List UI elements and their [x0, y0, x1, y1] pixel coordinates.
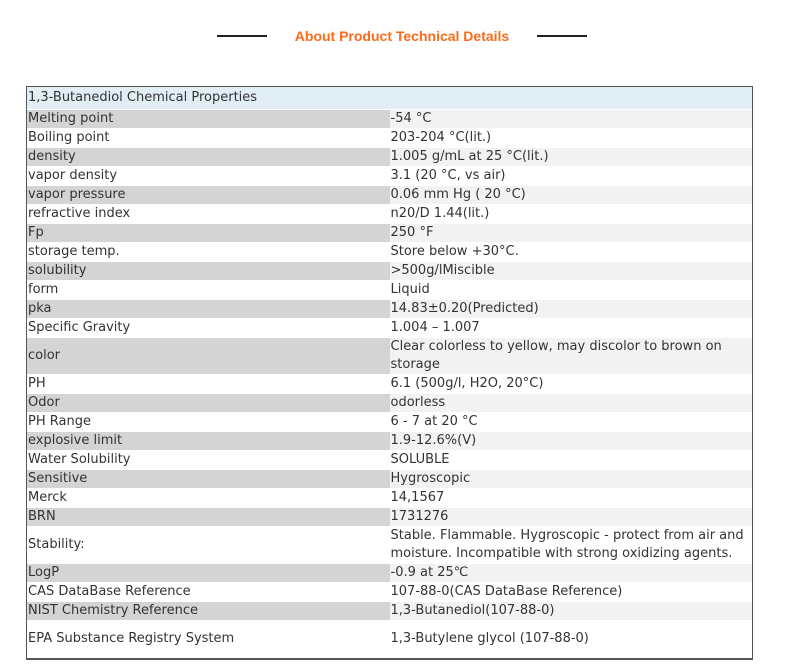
property-value: 1.9-12.6%(V)	[390, 432, 753, 451]
property-value: SOLUBLE	[390, 451, 753, 470]
property-name: vapor density	[27, 167, 390, 186]
property-name: Stability:	[27, 527, 390, 564]
table-row	[27, 375, 752, 394]
property-name: CAS DataBase Reference	[27, 583, 390, 602]
property-value: 0.06 mm Hg ( 20 °C)	[390, 186, 753, 205]
table-row	[27, 338, 752, 375]
table-row	[27, 319, 752, 338]
property-name: form	[27, 281, 390, 300]
table-row	[27, 413, 752, 432]
property-value: Stable. Flammable. Hygroscopic - protect from air and moisture. Incompatible with strong oxidizing agents.	[390, 527, 753, 564]
table-row	[27, 300, 752, 319]
table-caption: 1,3-Butanediol Chemical Properties	[27, 87, 752, 110]
property-value: >500g/lMiscible	[390, 262, 753, 281]
table-row	[27, 281, 752, 300]
property-value: -0.9 at 25℃	[390, 564, 753, 583]
property-value: -54 °C	[390, 110, 753, 129]
table-row	[27, 527, 752, 564]
property-value: 14.83±0.20(Predicted)	[390, 300, 753, 319]
property-value: 6.1 (500g/l, H2O, 20°C)	[390, 375, 753, 394]
table-row	[27, 262, 752, 281]
property-value: Liquid	[390, 281, 753, 300]
properties-table	[26, 86, 753, 660]
property-name: explosive limit	[27, 432, 390, 451]
table-row	[27, 224, 752, 243]
property-name: PH	[27, 375, 390, 394]
table-row	[27, 243, 752, 262]
section-title: About Product Technical Details	[294, 28, 510, 44]
table-row	[27, 394, 752, 413]
table-row	[27, 167, 752, 186]
property-value: Hygroscopic	[390, 470, 753, 489]
property-value: 3.1 (20 °C, vs air)	[390, 167, 753, 186]
table-row	[27, 110, 752, 129]
section-header	[0, 24, 804, 48]
property-name: Melting point	[27, 110, 390, 129]
table-row	[27, 489, 752, 508]
property-name: Odor	[27, 394, 390, 413]
property-value: 1.005 g/mL at 25 °C(lit.)	[390, 148, 753, 167]
table-row	[27, 205, 752, 224]
table-row	[27, 432, 752, 451]
table-row	[27, 508, 752, 527]
table-row	[27, 470, 752, 489]
property-value: 1,3-Butylene glycol (107-88-0)	[390, 621, 753, 658]
table-row	[27, 129, 752, 148]
property-value: 203-204 °C(lit.)	[390, 129, 753, 148]
property-value: Store below +30°C.	[390, 243, 753, 262]
property-value: 250 °F	[390, 224, 753, 243]
property-name: storage temp.	[27, 243, 390, 262]
property-name: vapor pressure	[27, 186, 390, 205]
property-value: 14,1567	[390, 489, 753, 508]
table-row	[27, 186, 752, 205]
table-row	[27, 148, 752, 167]
table-row	[27, 583, 752, 602]
property-name: Merck	[27, 489, 390, 508]
table-row	[27, 621, 752, 658]
property-name: solubility	[27, 262, 390, 281]
table-row	[27, 602, 752, 621]
property-name: Fp	[27, 224, 390, 243]
property-name: refractive index	[27, 205, 390, 224]
property-value: n20/D 1.44(lit.)	[390, 205, 753, 224]
property-name: pka	[27, 300, 390, 319]
property-name: Sensitive	[27, 470, 390, 489]
property-name: LogP	[27, 564, 390, 583]
property-name: density	[27, 148, 390, 167]
property-value: 6 - 7 at 20 °C	[390, 413, 753, 432]
header-rule-left	[217, 35, 267, 37]
property-value: 1731276	[390, 508, 753, 527]
property-name: BRN	[27, 508, 390, 527]
property-name: PH Range	[27, 413, 390, 432]
table-row	[27, 451, 752, 470]
property-name: color	[27, 338, 390, 375]
property-value: Clear colorless to yellow, may discolor to brown on storage	[390, 338, 753, 375]
property-value: 107-88-0(CAS DataBase Reference)	[390, 583, 753, 602]
property-name: Boiling point	[27, 129, 390, 148]
property-value: 1,3-Butanediol(107-88-0)	[390, 602, 753, 621]
property-name: NIST Chemistry Reference	[27, 602, 390, 621]
table-row	[27, 564, 752, 583]
property-name: EPA Substance Registry System	[27, 621, 390, 658]
header-rule-right	[537, 35, 587, 37]
property-name: Specific Gravity	[27, 319, 390, 338]
property-value: 1.004 – 1.007	[390, 319, 753, 338]
property-value: odorless	[390, 394, 753, 413]
property-name: Water Solubility	[27, 451, 390, 470]
table-caption-row	[27, 87, 752, 110]
